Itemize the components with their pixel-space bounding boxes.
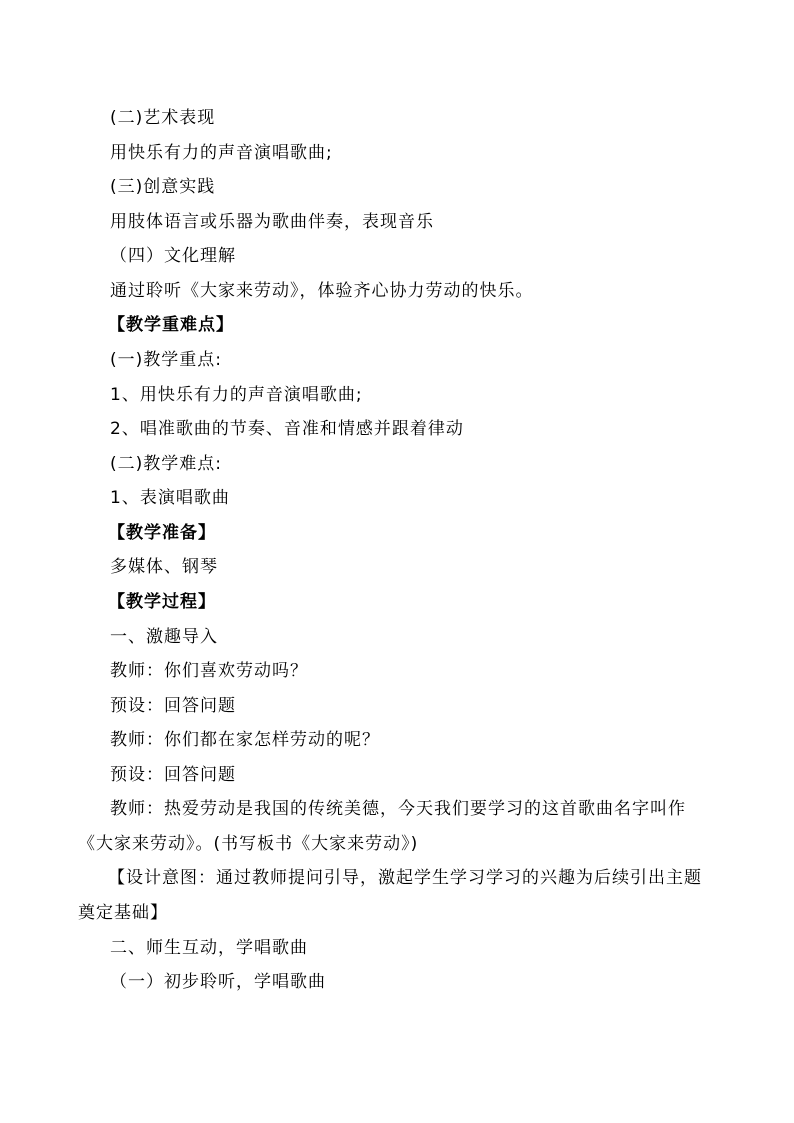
design-intent-note-continued: 奠定基础】 <box>78 903 168 923</box>
section-heading-art-expression: (二)艺术表现 <box>110 108 216 128</box>
heading-key-difficult-points: 【教学重难点】 <box>108 315 234 335</box>
design-intent-note: 【设计意图：通过教师提问引导，激起学生学习学习的兴趣为后续引出主题 <box>108 868 702 888</box>
dialogue-line: 教师：热爱劳动是我国的传统美德，今天我们要学习的这首歌曲名字叫作 <box>110 799 686 819</box>
section-heading-creative-practice: (三)创意实践 <box>110 177 216 197</box>
heading-teaching-preparation: 【教学准备】 <box>108 523 216 543</box>
dialogue-line: 教师：你们都在家怎样劳动的呢？ <box>110 730 380 750</box>
subheading-difficult-points: (二)教学难点: <box>110 454 222 474</box>
subheading-initial-listening: （一）初步聆听，学唱歌曲 <box>110 972 326 992</box>
subheading-key-points: (一)教学重点: <box>110 350 222 370</box>
list-item: 1、用快乐有力的声音演唱歌曲; <box>110 385 363 405</box>
paragraph-line: 用肢体语言或乐器为歌曲伴奏，表现音乐 <box>110 212 434 232</box>
dialogue-line: 预设：回答问题 <box>110 765 236 785</box>
paragraph-line: 用快乐有力的声音演唱歌曲; <box>110 143 333 163</box>
dialogue-line: 教师：你们喜欢劳动吗？ <box>110 661 308 681</box>
subheading-interaction: 二、师生互动，学唱歌曲 <box>110 938 308 958</box>
heading-teaching-process: 【教学过程】 <box>108 592 216 612</box>
list-item: 2、唱准歌曲的节奏、音准和情感并跟着律动 <box>110 419 464 439</box>
paragraph-line: 通过聆听《大家来劳动》，体验齐心协力劳动的快乐。 <box>110 281 534 301</box>
dialogue-line-continued: 《大家来劳动》。(书写板书《大家来劳动》) <box>78 834 419 854</box>
paragraph-line: 多媒体、钢琴 <box>110 557 218 577</box>
list-item: 1、表演唱歌曲 <box>110 488 230 508</box>
section-heading-cultural-understanding: （四）文化理解 <box>110 246 236 266</box>
subheading-intro: 一、激趣导入 <box>110 627 218 647</box>
dialogue-line: 预设：回答问题 <box>110 696 236 716</box>
